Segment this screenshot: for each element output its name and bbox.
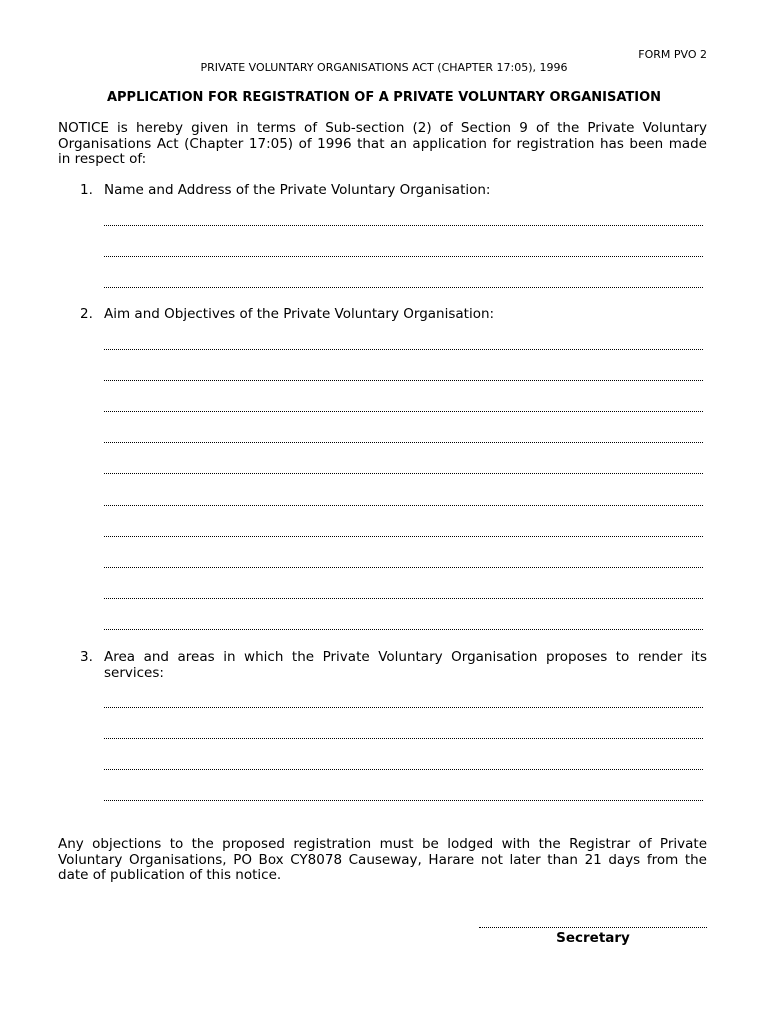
item-2-fill-line[interactable] <box>104 377 703 381</box>
item-1-text: Name and Address of the Private Voluntary Organisation: <box>104 182 491 198</box>
item-2-fill-line[interactable] <box>104 470 703 474</box>
item-2-fill-line[interactable] <box>104 502 703 506</box>
item-2-number: 2. <box>80 306 93 322</box>
item-3-text: Area and areas in which the Private Voluntary Organisation proposes to render its services: <box>104 649 707 681</box>
item-1-number: 1. <box>80 182 93 198</box>
item-2-fill-line[interactable] <box>104 533 703 537</box>
act-title: PRIVATE VOLUNTARY ORGANISATIONS ACT (CHAPTER 17:05), 1996 <box>200 61 568 74</box>
item-1-fill-line[interactable] <box>104 253 703 257</box>
signature-line[interactable] <box>479 924 707 928</box>
form-code: FORM PVO 2 <box>638 48 707 61</box>
item-2-fill-line[interactable] <box>104 595 703 599</box>
item-2-fill-line[interactable] <box>104 408 703 412</box>
item-3-fill-line[interactable] <box>104 735 703 739</box>
objections-paragraph: Any objections to the proposed registration must be lodged with the Registrar of Private Voluntary Organisations, PO Box CY8078 Causeway, Harare not later than 21 days from the date of publication of this notice. <box>58 836 707 883</box>
item-3-fill-line[interactable] <box>104 797 703 801</box>
item-2-fill-line[interactable] <box>104 346 703 350</box>
item-2-text: Aim and Objectives of the Private Voluntary Organisation: <box>104 306 495 322</box>
item-3-fill-line[interactable] <box>104 704 703 708</box>
page-title: APPLICATION FOR REGISTRATION OF A PRIVATE VOLUNTARY ORGANISATION <box>106 90 662 105</box>
notice-paragraph: NOTICE is hereby given in terms of Sub-section (2) of Section 9 of the Private Voluntary Organisations Act (Chapter 17:05) of 1996 that an application for registration has been made in respect of: <box>58 120 707 167</box>
item-2-fill-line[interactable] <box>104 439 703 443</box>
item-3-fill-line[interactable] <box>104 766 703 770</box>
item-1-fill-line[interactable] <box>104 284 703 288</box>
item-3-number: 3. <box>80 649 93 665</box>
item-1-fill-line[interactable] <box>104 222 703 226</box>
item-2-fill-line[interactable] <box>104 564 703 568</box>
item-2-fill-line[interactable] <box>104 626 703 630</box>
signature-label: Secretary <box>556 930 630 946</box>
